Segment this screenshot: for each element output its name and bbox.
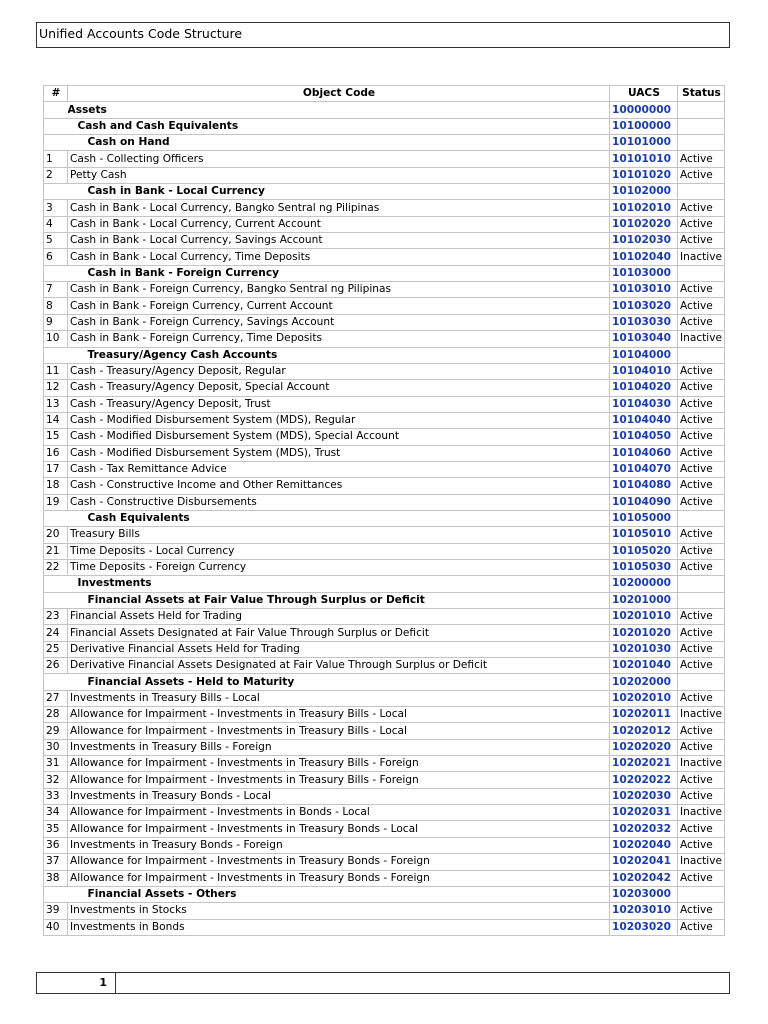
status-cell: Active: [678, 429, 725, 445]
row-number: [44, 347, 68, 363]
table-row: [44, 216, 725, 232]
status-cell: Active: [678, 837, 725, 853]
status-cell: Active: [678, 625, 725, 641]
uacs-code-cell: 10104000: [610, 347, 678, 363]
uacs-code-cell: 10105030: [610, 559, 678, 575]
object-code-cell: Cash - Modified Disbursement System (MDS), Trust: [68, 445, 610, 461]
object-code-cell: Investments in Treasury Bills - Foreign: [68, 739, 610, 755]
object-code-cell: Cash in Bank - Foreign Currency, Current Account: [68, 298, 610, 314]
table-row: [44, 739, 725, 755]
row-number: 8: [44, 298, 68, 314]
uacs-code-cell: 10201020: [610, 625, 678, 641]
object-code-cell: Investments in Treasury Bonds - Local: [68, 788, 610, 804]
status-cell: Inactive: [678, 854, 725, 870]
object-code-cell: Cash - Constructive Income and Other Remittances: [68, 478, 610, 494]
status-cell: Active: [678, 478, 725, 494]
uacs-code-cell: 10105000: [610, 510, 678, 526]
object-code-cell: Time Deposits - Local Currency: [68, 543, 610, 559]
row-number: 13: [44, 396, 68, 412]
uacs-code-cell: 10102030: [610, 233, 678, 249]
table-row: [44, 772, 725, 788]
uacs-code-cell: 10100000: [610, 118, 678, 134]
status-cell: Active: [678, 723, 725, 739]
table-heading-row: [44, 592, 725, 608]
uacs-code-cell: 10202031: [610, 805, 678, 821]
object-code-cell: Cash in Bank - Foreign Currency, Savings Account: [68, 314, 610, 330]
status-cell: Active: [678, 903, 725, 919]
object-code-cell: Allowance for Impairment - Investments in Treasury Bills - Foreign: [68, 756, 610, 772]
row-number: 7: [44, 282, 68, 298]
status-cell: Active: [678, 200, 725, 216]
object-code-cell: Cash Equivalents: [68, 510, 610, 526]
status-cell: [678, 102, 725, 118]
object-code-cell: Cash in Bank - Local Currency, Bangko Sentral ng Pilipinas: [68, 200, 610, 216]
uacs-code-cell: 10202032: [610, 821, 678, 837]
object-code-cell: Financial Assets - Held to Maturity: [68, 674, 610, 690]
status-cell: Active: [678, 739, 725, 755]
table-row: [44, 396, 725, 412]
table-row: [44, 641, 725, 657]
table-heading-row: [44, 102, 725, 118]
status-cell: Active: [678, 363, 725, 379]
uacs-code-cell: 10104010: [610, 363, 678, 379]
column-header-status: Status: [678, 86, 725, 102]
status-cell: Active: [678, 559, 725, 575]
row-number: 29: [44, 723, 68, 739]
uacs-code-cell: 10202030: [610, 788, 678, 804]
uacs-code-cell: 10105020: [610, 543, 678, 559]
status-cell: Active: [678, 216, 725, 232]
row-number: 1: [44, 151, 68, 167]
row-number: 22: [44, 559, 68, 575]
table-row: [44, 658, 725, 674]
table-row: [44, 805, 725, 821]
table-row: [44, 298, 725, 314]
object-code-cell: Cash - Tax Remittance Advice: [68, 461, 610, 477]
object-code-cell: Cash - Modified Disbursement System (MDS), Regular: [68, 412, 610, 428]
status-cell: Active: [678, 151, 725, 167]
object-code-cell: Cash on Hand: [68, 135, 610, 151]
uacs-code-cell: 10101020: [610, 167, 678, 183]
row-number: [44, 102, 68, 118]
row-number: 28: [44, 707, 68, 723]
table-row: [44, 919, 725, 935]
object-code-cell: Investments in Stocks: [68, 903, 610, 919]
row-number: 6: [44, 249, 68, 265]
uacs-code-cell: 10202021: [610, 756, 678, 772]
uacs-code-cell: 10202020: [610, 739, 678, 755]
status-cell: Active: [678, 396, 725, 412]
object-code-cell: Treasury Bills: [68, 527, 610, 543]
uacs-code-cell: 10104060: [610, 445, 678, 461]
table-heading-row: [44, 347, 725, 363]
object-code-cell: Financial Assets at Fair Value Through Surplus or Deficit: [68, 592, 610, 608]
table-row: [44, 478, 725, 494]
uacs-code-cell: 10104040: [610, 412, 678, 428]
uacs-code-cell: 10202040: [610, 837, 678, 853]
uacs-code-cell: 10104090: [610, 494, 678, 510]
row-number: 10: [44, 331, 68, 347]
object-code-cell: Financial Assets Held for Trading: [68, 609, 610, 625]
table-row: [44, 233, 725, 249]
row-number: [44, 592, 68, 608]
object-code-cell: Cash in Bank - Local Currency, Current Account: [68, 216, 610, 232]
status-cell: Active: [678, 233, 725, 249]
uacs-code-cell: 10102010: [610, 200, 678, 216]
table-heading-row: [44, 135, 725, 151]
accounts-table: [43, 85, 725, 936]
table-row: [44, 151, 725, 167]
status-cell: [678, 135, 725, 151]
object-code-cell: Cash - Modified Disbursement System (MDS), Special Account: [68, 429, 610, 445]
object-code-cell: Cash - Constructive Disbursements: [68, 494, 610, 510]
uacs-code-cell: 10202012: [610, 723, 678, 739]
object-code-cell: Cash in Bank - Foreign Currency, Time Deposits: [68, 331, 610, 347]
table-row: [44, 707, 725, 723]
object-code-cell: Investments in Bonds: [68, 919, 610, 935]
object-code-cell: Allowance for Impairment - Investments in Bonds - Local: [68, 805, 610, 821]
uacs-code-cell: 10202000: [610, 674, 678, 690]
row-number: 2: [44, 167, 68, 183]
status-cell: Active: [678, 772, 725, 788]
uacs-code-cell: 10103010: [610, 282, 678, 298]
row-number: 21: [44, 543, 68, 559]
uacs-code-cell: 10201040: [610, 658, 678, 674]
status-cell: [678, 347, 725, 363]
uacs-code-cell: 10203010: [610, 903, 678, 919]
uacs-code-cell: 10104080: [610, 478, 678, 494]
status-cell: Inactive: [678, 249, 725, 265]
object-code-cell: Cash in Bank - Foreign Currency: [68, 265, 610, 281]
row-number: 35: [44, 821, 68, 837]
object-code-cell: Time Deposits - Foreign Currency: [68, 559, 610, 575]
table-heading-row: [44, 510, 725, 526]
uacs-code-cell: 10103030: [610, 314, 678, 330]
status-cell: [678, 592, 725, 608]
object-code-cell: Cash - Treasury/Agency Deposit, Regular: [68, 363, 610, 379]
uacs-code-cell: 10103020: [610, 298, 678, 314]
row-number: 12: [44, 380, 68, 396]
uacs-code-cell: 10000000: [610, 102, 678, 118]
status-cell: Active: [678, 380, 725, 396]
table-heading-row: [44, 576, 725, 592]
object-code-cell: Cash - Treasury/Agency Deposit, Special Account: [68, 380, 610, 396]
status-cell: Active: [678, 870, 725, 886]
status-cell: [678, 886, 725, 902]
uacs-code-cell: 10203020: [610, 919, 678, 935]
table-row: [44, 167, 725, 183]
uacs-code-cell: 10201010: [610, 609, 678, 625]
page-number: 1: [37, 973, 116, 993]
status-cell: [678, 674, 725, 690]
row-number: 16: [44, 445, 68, 461]
row-number: 30: [44, 739, 68, 755]
row-number: 27: [44, 690, 68, 706]
row-number: 40: [44, 919, 68, 935]
status-cell: Active: [678, 527, 725, 543]
uacs-code-cell: 10104050: [610, 429, 678, 445]
object-code-cell: Financial Assets - Others: [68, 886, 610, 902]
table-row: [44, 723, 725, 739]
row-number: 4: [44, 216, 68, 232]
status-cell: [678, 510, 725, 526]
row-number: [44, 184, 68, 200]
object-code-cell: Cash in Bank - Foreign Currency, Bangko Sentral ng Pilipinas: [68, 282, 610, 298]
uacs-code-cell: 10201000: [610, 592, 678, 608]
object-code-cell: Investments in Treasury Bonds - Foreign: [68, 837, 610, 853]
status-cell: Active: [678, 461, 725, 477]
status-cell: Active: [678, 494, 725, 510]
status-cell: [678, 184, 725, 200]
object-code-cell: Derivative Financial Assets Designated at Fair Value Through Surplus or Deficit: [68, 658, 610, 674]
status-cell: Active: [678, 412, 725, 428]
row-number: 15: [44, 429, 68, 445]
uacs-code-cell: 10104030: [610, 396, 678, 412]
table-row: [44, 200, 725, 216]
status-cell: Active: [678, 609, 725, 625]
object-code-cell: Petty Cash: [68, 167, 610, 183]
status-cell: [678, 118, 725, 134]
uacs-code-cell: 10102020: [610, 216, 678, 232]
object-code-cell: Cash in Bank - Local Currency: [68, 184, 610, 200]
table-row: [44, 903, 725, 919]
object-code-cell: Derivative Financial Assets Held for Trading: [68, 641, 610, 657]
row-number: 11: [44, 363, 68, 379]
object-code-cell: Financial Assets Designated at Fair Value Through Surplus or Deficit: [68, 625, 610, 641]
uacs-code-cell: 10105010: [610, 527, 678, 543]
table-heading-row: [44, 184, 725, 200]
row-number: [44, 135, 68, 151]
object-code-cell: Investments: [68, 576, 610, 592]
row-number: 9: [44, 314, 68, 330]
table-row: [44, 543, 725, 559]
row-number: 39: [44, 903, 68, 919]
status-cell: Inactive: [678, 756, 725, 772]
status-cell: Active: [678, 543, 725, 559]
row-number: [44, 886, 68, 902]
object-code-cell: Allowance for Impairment - Investments in Treasury Bills - Local: [68, 723, 610, 739]
row-number: 33: [44, 788, 68, 804]
table-row: [44, 380, 725, 396]
row-number: 25: [44, 641, 68, 657]
object-code-cell: Allowance for Impairment - Investments in Treasury Bills - Foreign: [68, 772, 610, 788]
status-cell: Active: [678, 167, 725, 183]
table-row: [44, 412, 725, 428]
uacs-code-cell: 10104070: [610, 461, 678, 477]
table-row: [44, 870, 725, 886]
table-row: [44, 854, 725, 870]
status-cell: Active: [678, 658, 725, 674]
uacs-code-cell: 10102000: [610, 184, 678, 200]
status-cell: Active: [678, 641, 725, 657]
column-header-object-code: Object Code: [68, 86, 610, 102]
row-number: [44, 576, 68, 592]
status-cell: Active: [678, 690, 725, 706]
object-code-cell: Cash - Treasury/Agency Deposit, Trust: [68, 396, 610, 412]
uacs-code-cell: 10202042: [610, 870, 678, 886]
uacs-code-cell: 10202011: [610, 707, 678, 723]
uacs-code-cell: 10202022: [610, 772, 678, 788]
row-number: 14: [44, 412, 68, 428]
status-cell: Active: [678, 821, 725, 837]
status-cell: Active: [678, 919, 725, 935]
table-row: [44, 314, 725, 330]
table-row: [44, 249, 725, 265]
uacs-code-cell: 10203000: [610, 886, 678, 902]
status-cell: Active: [678, 788, 725, 804]
object-code-cell: Cash - Collecting Officers: [68, 151, 610, 167]
uacs-code-cell: 10200000: [610, 576, 678, 592]
row-number: 17: [44, 461, 68, 477]
table-row: [44, 821, 725, 837]
document-title: Unified Accounts Code Structure: [36, 22, 730, 48]
row-number: [44, 674, 68, 690]
status-cell: Active: [678, 282, 725, 298]
table-heading-row: [44, 674, 725, 690]
object-code-cell: Cash and Cash Equivalents: [68, 118, 610, 134]
table-row: [44, 788, 725, 804]
row-number: 32: [44, 772, 68, 788]
object-code-cell: Allowance for Impairment - Investments in Treasury Bonds - Local: [68, 821, 610, 837]
row-number: 24: [44, 625, 68, 641]
row-number: 36: [44, 837, 68, 853]
row-number: 3: [44, 200, 68, 216]
object-code-cell: Cash in Bank - Local Currency, Time Deposits: [68, 249, 610, 265]
object-code-cell: Assets: [68, 102, 610, 118]
table-header-row: [44, 86, 725, 102]
table-row: [44, 559, 725, 575]
status-cell: Active: [678, 445, 725, 461]
object-code-cell: Allowance for Impairment - Investments in Treasury Bonds - Foreign: [68, 854, 610, 870]
row-number: 20: [44, 527, 68, 543]
row-number: [44, 118, 68, 134]
row-number: 5: [44, 233, 68, 249]
table-row: [44, 690, 725, 706]
table-row: [44, 282, 725, 298]
column-header-num: #: [44, 86, 68, 102]
table-row: [44, 625, 725, 641]
object-code-cell: Allowance for Impairment - Investments in Treasury Bills - Local: [68, 707, 610, 723]
table-row: [44, 363, 725, 379]
table-row: [44, 429, 725, 445]
table-row: [44, 461, 725, 477]
status-cell: [678, 265, 725, 281]
uacs-code-cell: 10103040: [610, 331, 678, 347]
table-row: [44, 445, 725, 461]
table-body: [44, 102, 725, 936]
table-row: [44, 494, 725, 510]
object-code-cell: Cash in Bank - Local Currency, Savings Account: [68, 233, 610, 249]
page-footer: [36, 972, 730, 994]
status-cell: Active: [678, 314, 725, 330]
table-row: [44, 609, 725, 625]
row-number: 23: [44, 609, 68, 625]
row-number: 26: [44, 658, 68, 674]
uacs-code-cell: 10201030: [610, 641, 678, 657]
uacs-code-cell: 10103000: [610, 265, 678, 281]
object-code-cell: Investments in Treasury Bills - Local: [68, 690, 610, 706]
column-header-uacs: UACS: [610, 86, 678, 102]
table-row: [44, 837, 725, 853]
uacs-code-cell: 10104020: [610, 380, 678, 396]
table-row: [44, 527, 725, 543]
status-cell: Inactive: [678, 331, 725, 347]
uacs-code-cell: 10202041: [610, 854, 678, 870]
status-cell: [678, 576, 725, 592]
row-number: 38: [44, 870, 68, 886]
status-cell: Inactive: [678, 805, 725, 821]
row-number: [44, 510, 68, 526]
table-row: [44, 756, 725, 772]
status-cell: Inactive: [678, 707, 725, 723]
table-heading-row: [44, 265, 725, 281]
status-cell: Active: [678, 298, 725, 314]
table-row: [44, 331, 725, 347]
object-code-cell: Allowance for Impairment - Investments in Treasury Bonds - Foreign: [68, 870, 610, 886]
row-number: 34: [44, 805, 68, 821]
uacs-code-cell: 10101000: [610, 135, 678, 151]
table-heading-row: [44, 886, 725, 902]
row-number: [44, 265, 68, 281]
row-number: 18: [44, 478, 68, 494]
uacs-code-cell: 10101010: [610, 151, 678, 167]
row-number: 31: [44, 756, 68, 772]
uacs-code-cell: 10102040: [610, 249, 678, 265]
row-number: 19: [44, 494, 68, 510]
uacs-code-cell: 10202010: [610, 690, 678, 706]
object-code-cell: Treasury/Agency Cash Accounts: [68, 347, 610, 363]
row-number: 37: [44, 854, 68, 870]
table-heading-row: [44, 118, 725, 134]
